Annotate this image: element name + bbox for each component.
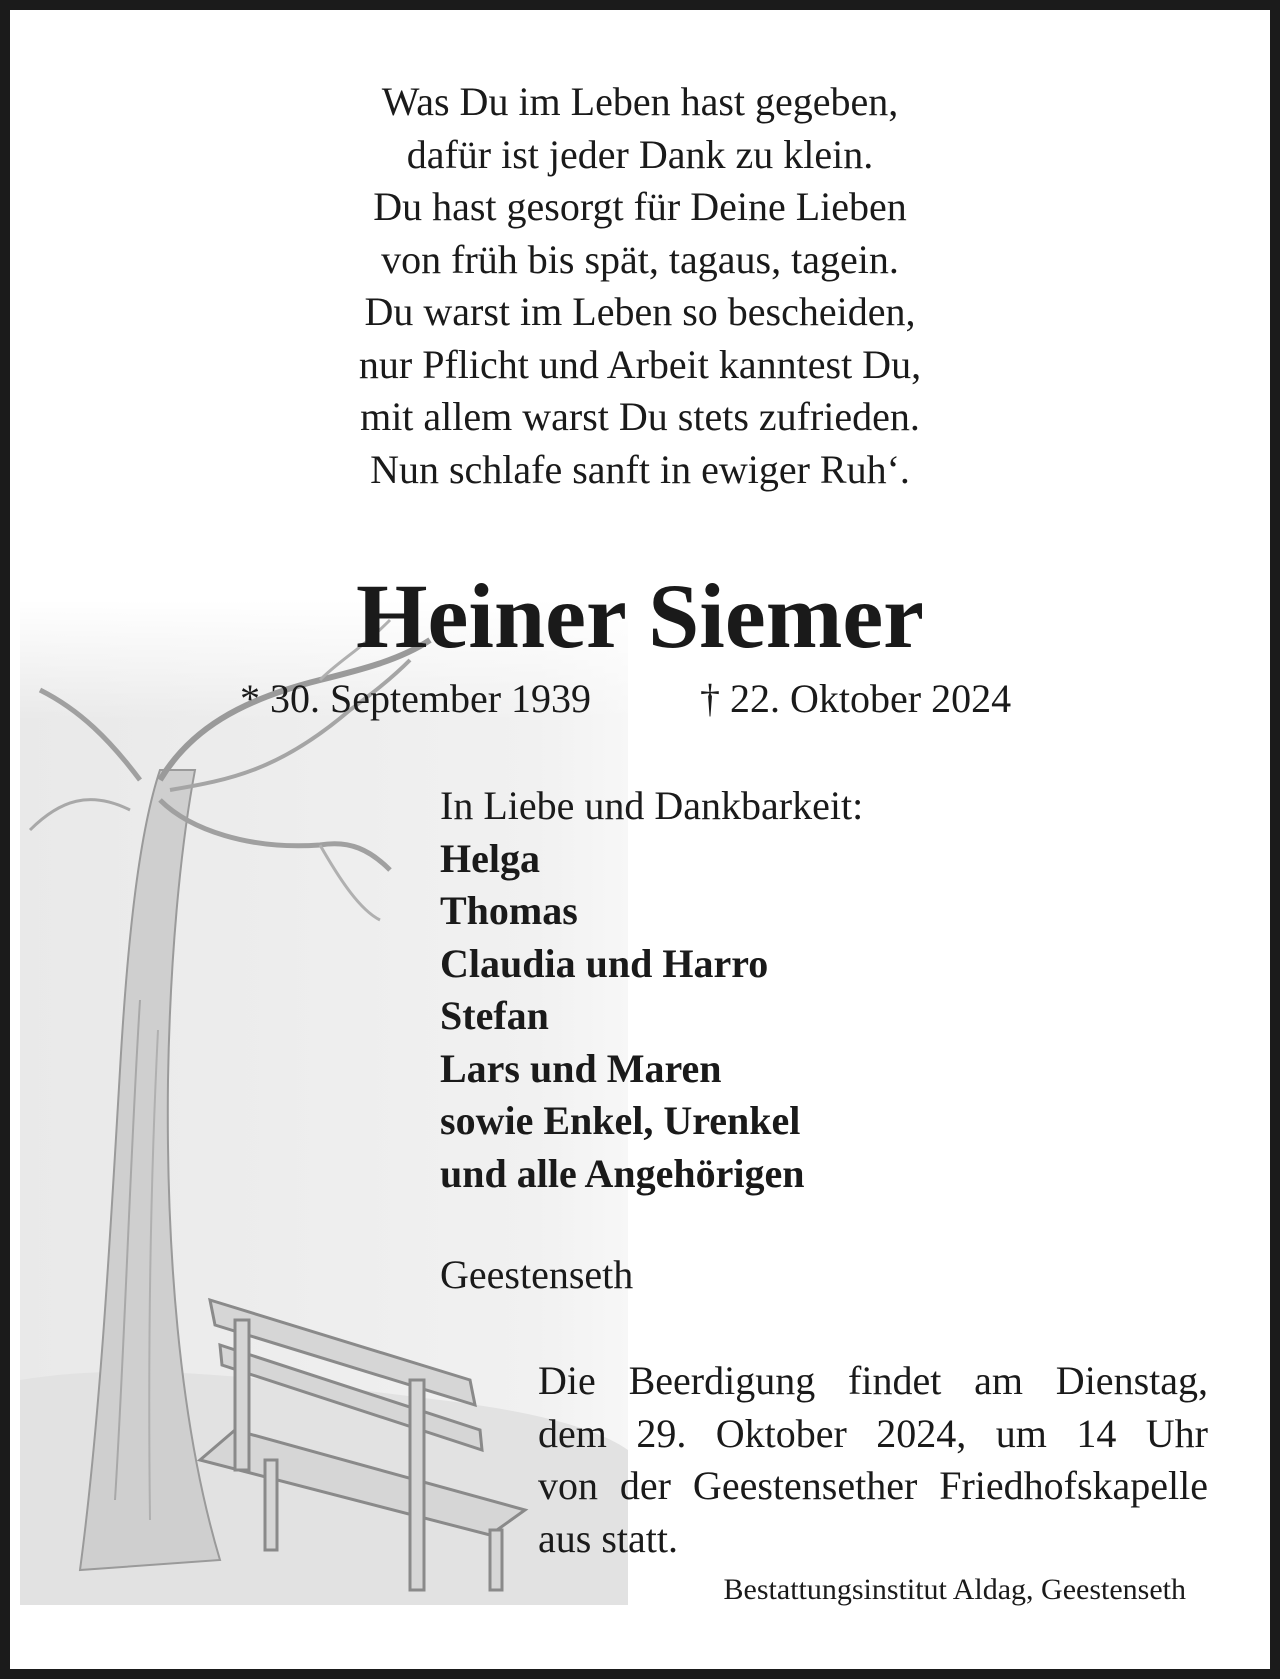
mourner-name: Stefan [440, 993, 549, 1038]
funeral-line: aus statt. [538, 1515, 678, 1561]
poem-line: mit allem warst Du stets zufrieden. [360, 394, 920, 439]
poem-line: Du hast gesorgt für Deine Lieben [373, 184, 907, 229]
birth-date: * 30. September 1939 [240, 676, 592, 721]
mourner-name: Claudia und Harro [440, 940, 769, 986]
memorial-poem [10, 76, 1270, 496]
deceased-name: Heiner Siemer [356, 565, 924, 667]
poem-line: Nun schlafe sanft in ewiger Ruh‘. [370, 446, 910, 492]
poem-line: Was Du im Leben hast gegeben, [381, 79, 899, 124]
poem-line: von früh bis spät, tagaus, tagein. [381, 236, 899, 282]
mourner-name: Thomas [440, 888, 578, 933]
mourner-name: und alle Angehörigen [440, 1150, 805, 1196]
poem-line: Du warst im Leben so bescheiden, [364, 289, 916, 334]
mourner-name: Helga [440, 835, 540, 881]
death-date: † 22. Oktober 2024 [700, 676, 1012, 721]
mourner-name: sowie Enkel, Urenkel [440, 1098, 801, 1143]
funeral-line: dem 29. Oktober 2024, um 14 Uhr [538, 1410, 1208, 1456]
poem-line: nur Pflicht und Arbeit kanntest Du, [358, 341, 922, 387]
mourners-block [440, 780, 863, 1200]
mourners-intro: In Liebe und Dankbarkeit: [440, 783, 864, 828]
funeral-notice [538, 1355, 1208, 1565]
funeral-line: von der Geestensether Friedhofskapelle [538, 1463, 1208, 1508]
mourner-name: Lars und Maren [440, 1045, 722, 1091]
poem-line: dafür ist jeder Dank zu klein. [406, 131, 874, 177]
funeral-line: Die Beerdigung findet am Dienstag, [538, 1358, 1208, 1403]
undertaker-credit: Bestattungsinstitut Aldag, Geestenseth [723, 1573, 1186, 1606]
place-name: Geestenseth [440, 1252, 634, 1297]
